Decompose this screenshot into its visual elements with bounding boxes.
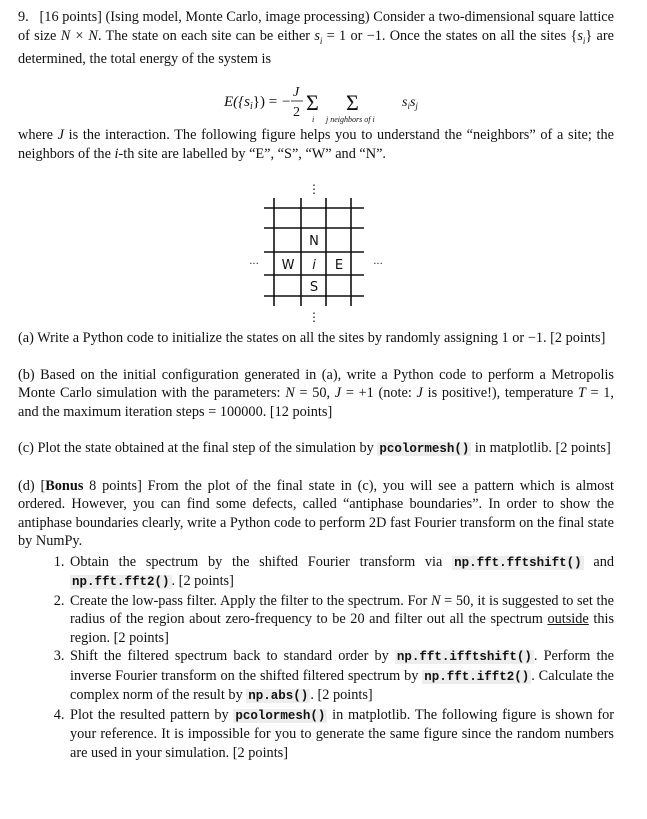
label-N: N — [309, 234, 319, 250]
part-d: (d) [Bonus 8 points] From the plot of the final state in (c), you will see a pattern which is almost ordered. However, you can find some defects, called “antiphase boundaries”. In order to show the antiphase boundaries clearly, write a Python code to perform 2D fast Fourier transform on the final state by NumPy. — [18, 477, 614, 550]
svg-text:J: J — [293, 85, 300, 101]
label-i: i — [312, 258, 316, 274]
part-c: (c) Plot the state obtained at the final step of the simulation by pcolormesh() in matplotlib. [2 points] — [18, 440, 611, 457]
code-pcolormesh: pcolormesh() — [379, 442, 470, 457]
label-W: W — [281, 258, 295, 274]
svg-text:E({si}) =: $E(\{s_i\})$ = — [224, 94, 278, 113]
label-S: S — [309, 280, 319, 296]
lattice-figure — [18, 173, 614, 323]
svg-text:−: − — [282, 94, 291, 111]
step-2: 2. Create the low-pass filter. Apply the filter to the spectrum. For N = 50, it is suggested to set the radius of the region about zero-frequency to be 20 and filter out all the spectrum outside this region. [2 points] — [68, 592, 614, 648]
question-intro: 9. [16 points] (Ising model, Monte Carlo, image processing) Consider a two-dimensional square lattice of size N × N. The state on each site can be either $s_i = 1$ or −1. Once the states on all the sites $\{s_i\}$ are determined, the total energy of the system is — [18, 9, 614, 67]
part-b: (b) Based on the initial configuration generated in (a), write a Python code to perform a Metropolis Monte Carlo simulation with the parameters: N = 50, J = +1 (note: J is positive!), temperature T = 1, and the maximum iteration steps = 100000. [12 points] — [18, 366, 615, 420]
step-4: 4. Plot the resulted pattern by pcolormesh() in matplotlib. The following figure is shown for your reference. It is impossible for you to generate the same figure since the random numbers are used in your simulation. [2 points] — [68, 706, 614, 763]
equation-graphic — [18, 70, 614, 126]
step-1: 1. Obtain the spectrum by the shifted Fourier transform via np.fft.fftshift() and np.fft.fft2() . [2 points] — [68, 553, 614, 592]
dots-left: ··· — [249, 259, 259, 271]
svg-text:sisj: $s_is_j$ — [402, 95, 418, 112]
part-a: (a) Write a Python code to initialize the states on all the sites by randomly assigning 1 or −1. [2 points] — [18, 330, 606, 347]
neighbors-explanation: where J is the interaction. The following figure helps you to understand the “neighbors” of a site; the neighbors of the i-th site are labelled by “E”, “S”, “W” and “N”. — [18, 127, 614, 162]
svg-text:Σ: Σ — [306, 90, 319, 116]
dots-right: ··· — [373, 259, 383, 271]
label-E: E — [334, 258, 344, 274]
step-3: 3. Shift the filtered spectrum back to standard order by np.fft.ifftshift() . Perform the inverse Fourier transform on the shifted filtered spectrum by np.fft.ifft2() . Calculate the complex norm of the result by np.abs() . [2 points] — [68, 647, 614, 706]
question-number: 9. — [18, 9, 29, 25]
energy-equation — [18, 70, 614, 126]
lattice-diagram — [18, 173, 614, 323]
svg-text:i: i — [312, 115, 315, 125]
dots-top: ⋮ — [308, 182, 320, 197]
svg-text:j neighbors of i: j neighbors of i — [326, 115, 375, 125]
svg-text:Σ: Σ — [346, 90, 359, 116]
svg-text:2: 2 — [293, 105, 300, 121]
question-9 — [18, 8, 614, 762]
dots-bottom: ⋮ — [308, 310, 320, 324]
part-d-steps — [18, 553, 614, 763]
